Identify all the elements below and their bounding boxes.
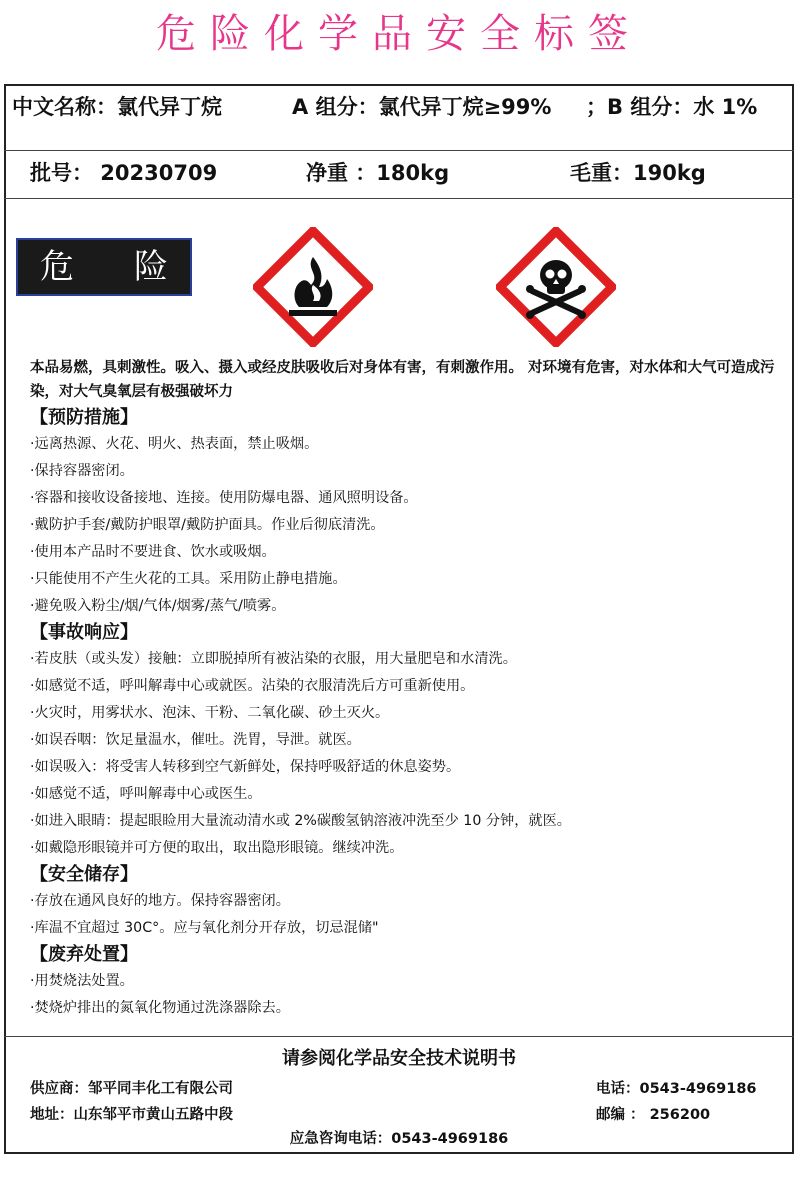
emergency-phone: 应急咨询电话：0543-4969186	[289, 1131, 509, 1147]
section-response	[30, 620, 790, 862]
section-title: 【安全储存】	[30, 864, 138, 885]
list-item: ·如戴隐形眼镜并可方便的取出，取出隐形眼镜。继续冲洗。	[30, 840, 404, 856]
skull-crossbones-pictogram-icon	[496, 227, 616, 347]
page-title: 危险化学品安全标签	[156, 11, 642, 57]
list-item: ·如进入眼睛：提起眼睑用大量流动清水或 2%碳酸氢钠溶液冲洗至少 10 分钟，就医。	[30, 813, 571, 829]
postcode: 邮编 ： 256200	[596, 1107, 711, 1123]
list-item: ·库温不宜超过 30C°。应与氧化剂分开存放，切忌混储"	[30, 920, 379, 936]
list-item: ·存放在通风良好的地方。保持容器密闭。	[30, 893, 290, 909]
list-item: ·只能使用不产生火花的工具。采用防止静电措施。	[30, 571, 347, 587]
batch-number: 批号： 20230709	[30, 161, 218, 185]
signal-word-left: 危	[40, 247, 76, 287]
list-item: ·若皮肤（或头发）接触：立即脱掉所有被沾染的衣服，用大量肥皂和水清洗。	[30, 651, 517, 667]
section-title: 【预防措施】	[30, 407, 138, 428]
divider-line	[4, 1036, 794, 1037]
net-weight: 净重 ：180kg	[306, 161, 450, 185]
section-title: 【事故响应】	[30, 622, 138, 643]
section-prevention	[30, 405, 790, 620]
list-item: ·使用本产品时不要进食、饮水或吸烟。	[30, 544, 276, 560]
list-item: ·用焚烧法处置。	[30, 973, 134, 989]
msds-note: 请参阅化学品安全技术说明书	[282, 1048, 516, 1069]
component-a: A 组分：氯代异丁烷≥99%	[292, 95, 552, 119]
gross-weight: 毛重：190kg	[570, 161, 706, 185]
list-item: ·如误吸入：将受害人转移到空气新鲜处，保持呼吸舒适的休息姿势。	[30, 759, 461, 775]
list-item: ·远离热源、火花、明火、热表面，禁止吸烟。	[30, 436, 319, 452]
section-title: 【废弃处置】	[30, 944, 138, 965]
address: 地址：山东邹平市黄山五路中段	[30, 1107, 233, 1123]
batch-row	[4, 152, 794, 194]
section-storage	[30, 862, 790, 942]
signal-word-right: 险	[134, 247, 170, 287]
section-disposal	[30, 942, 790, 1022]
signal-word-box	[16, 238, 192, 296]
list-item: ·如感觉不适，呼叫解毒中心或医生。	[30, 786, 262, 802]
hazard-statement: 本品易燃，具刺激性。吸入、摄入或经皮肤吸收后对身体有害，有刺激作用。 对环境有危害，对水体和大气可造成污染，对大气臭氧层有极强破坏力	[30, 360, 775, 400]
chemical-identity-row	[4, 86, 794, 128]
divider-line	[4, 198, 794, 199]
list-item: ·如误吞咽：饮足量温水，催吐。洗胃，导泄。就医。	[30, 732, 361, 748]
divider-line	[4, 150, 794, 151]
list-item: ·保持容器密闭。	[30, 463, 134, 479]
component-b: ；B 组分：水 1%	[586, 95, 758, 119]
list-item: ·火灾时，用雾状水、泡沫、干粉、二氧化碳、砂土灭火。	[30, 705, 390, 721]
flame-pictogram-icon	[253, 227, 373, 347]
list-item: ·如感觉不适，呼叫解毒中心或就医。沾染的衣服清洗后方可重新使用。	[30, 678, 475, 694]
precaution-content	[30, 405, 790, 1022]
list-item: ·焚烧炉排出的氮氧化物通过洗涤器除去。	[30, 1000, 290, 1016]
list-item: ·避免吸入粉尘/烟/气体/烟雾/蒸气/喷雾。	[30, 598, 286, 614]
supplier: 供应商：邹平同丰化工有限公司	[30, 1081, 233, 1097]
phone: 电话：0543-4969186	[596, 1081, 757, 1097]
list-item: ·戴防护手套/戴防护眼罩/戴防护面具。作业后彻底清洗。	[30, 517, 385, 533]
list-item: ·容器和接收设备接地、连接。使用防爆电器、通风照明设备。	[30, 490, 418, 506]
chinese-name: 中文名称：氯代异丁烷	[12, 95, 222, 119]
